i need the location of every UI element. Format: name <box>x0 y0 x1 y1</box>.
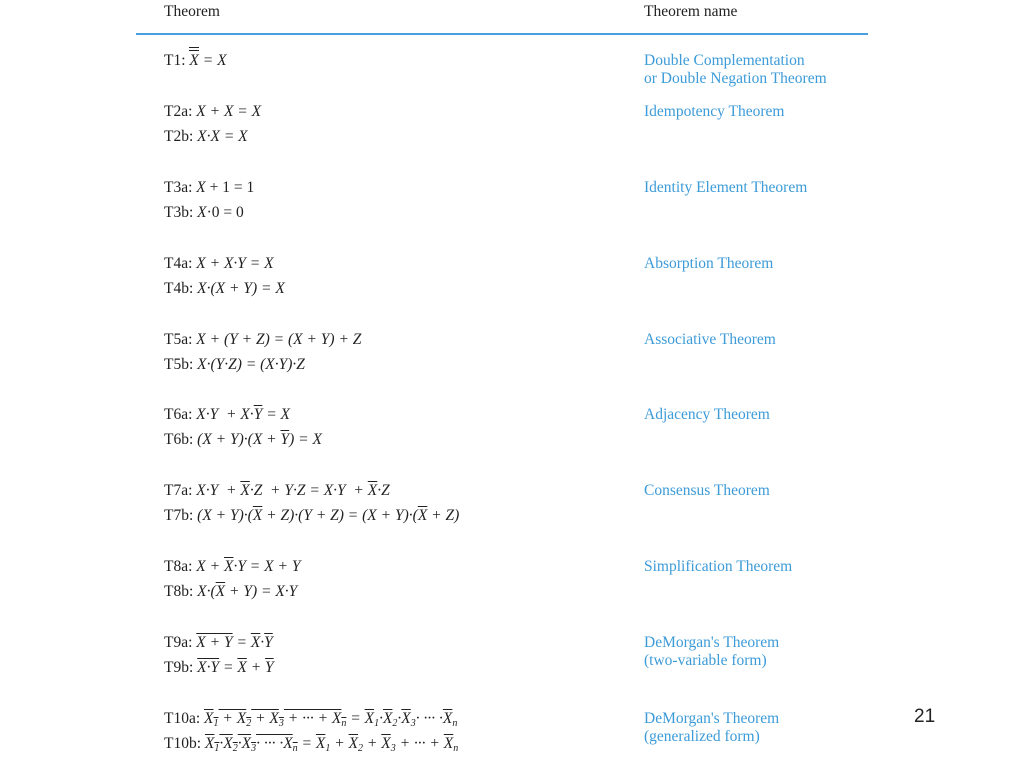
theorem-label: T2b: <box>164 128 194 145</box>
theorem-t2a-expression <box>164 103 261 121</box>
theorem-label: T6a: <box>164 406 193 423</box>
theorem-t8b-expression <box>164 583 297 601</box>
theorem-t7b-expression <box>164 507 459 525</box>
theorem-label: T9b: <box>164 659 194 676</box>
theorem-label: T10b: <box>164 735 202 752</box>
theorem-label: T6b: <box>164 431 194 448</box>
theorem-name-line: DeMorgan's Theorem <box>644 634 780 651</box>
theorem-formula: $X + Y = \overline{X}\cdot\overline{Y}$ <box>196 634 273 651</box>
theorem-formula: $X + \overline{X}\cdot Y = X + Y$ <box>196 558 301 575</box>
theorem-formula: X <box>196 179 206 196</box>
theorem-label: T5b: <box>164 356 194 373</box>
theorem-formula: X + X·Y = X <box>196 255 274 272</box>
theorem-label: T3a: <box>164 179 193 196</box>
theorem-label: T4a: <box>164 255 193 272</box>
theorem-name-line: (two-variable form) <box>644 652 767 669</box>
theorem-label: T9a: <box>164 634 193 651</box>
theorem-t10b-expression <box>164 735 458 758</box>
theorem-t6b-expression <box>164 431 322 449</box>
theorem-formula: X + (Y + Z) = (X + Y) + Z <box>196 331 362 348</box>
column-header-theorem: Theorem <box>164 3 220 20</box>
theorem-label: T10a: <box>164 710 201 727</box>
theorem-t8-name: Simplification Theorem <box>644 558 793 575</box>
theorem-label: T7b: <box>164 507 194 524</box>
theorem-formula: $(X + Y)\cdot(X + \overline{Y}) = X$ <box>197 431 322 448</box>
theorem-t9a-expression <box>164 634 273 652</box>
theorem-t10-name <box>644 710 779 746</box>
theorem-formula: $(X + Y)\cdot(\overline{X} + Z)\cdot(Y + Z) = (X + Y)\cdot(\overline{X} + Z)$ <box>197 507 460 524</box>
theorem-label: T7a: <box>164 482 193 499</box>
theorem-label: T8b: <box>164 583 194 600</box>
theorem-t10a-expression <box>164 710 457 733</box>
theorem-t1-name <box>644 52 827 88</box>
theorem-t5a-expression <box>164 331 361 349</box>
theorem-t4a-expression <box>164 255 274 273</box>
theorem-label: T4b: <box>164 280 194 297</box>
theorem-formula: $X\cdot Y + \overline{X}\cdot Z + Y\cdot Z = X\cdot Y + \overline{X}\cdot Z$ <box>196 482 390 499</box>
theorem-t5-name: Associative Theorem <box>644 331 776 348</box>
theorem-name-line: DeMorgan's Theorem <box>644 710 780 727</box>
theorem-name-line: or Double Negation Theorem <box>644 70 827 87</box>
theorem-label: T8a: <box>164 558 193 575</box>
theorem-t3-name: Identity Element Theorem <box>644 179 808 196</box>
theorem-formula: $X\cdot(\overline{X} + Y) = X\cdot Y$ <box>197 583 298 600</box>
theorem-t7-name: Consensus Theorem <box>644 482 770 499</box>
theorem-t9b-expression <box>164 659 274 677</box>
theorem-label: T3b: <box>164 204 194 221</box>
theorem-formula: $X_1\cdot X_2\cdot X_3\cdot$ ··· $\cdot X_n = \overline{X}_1 + \overline{X}_2 + \overline{X}_3$ + ··· + $\overline{X}_n$ <box>204 735 459 754</box>
theorem-formula: X + X = X <box>196 103 262 120</box>
theorem-t2b-expression <box>164 128 248 146</box>
theorem-t5b-expression <box>164 356 305 374</box>
theorem-t4b-expression <box>164 280 285 298</box>
theorem-t6a-expression <box>164 406 290 424</box>
theorem-t4-name: Absorption Theorem <box>644 255 774 272</box>
theorem-t1-expression <box>164 52 227 70</box>
theorem-name-line: Double Complementation <box>644 52 805 69</box>
theorem-formula: X·(X + Y) = X <box>197 280 285 297</box>
theorem-formula: X·X = X <box>197 128 248 145</box>
theorem-t9-name <box>644 634 779 670</box>
theorem-t3a-expression: T3a: X + 1 = 1 <box>164 179 255 196</box>
theorem-formula: $X\cdot Y + X\cdot\overline{Y} = X$ <box>196 406 290 423</box>
theorem-t2-name: Idempotency Theorem <box>644 103 785 120</box>
theorem-t6-name: Adjacency Theorem <box>644 406 770 423</box>
theorem-formula: $X_1 + X_2 + X_3$ + ··· + $X_n = \overline{X}_1\cdot\overline{X}_2\cdot\overline{X}_3\cdot$ ··· $\cdot\overline{X}_n$ <box>204 710 458 729</box>
theorem-formula: $X\cdot Y = \overline{X} + \overline{Y}$ <box>197 659 274 676</box>
column-header-theorem-name: Theorem name <box>644 3 738 20</box>
theorem-formula: X <box>197 204 207 221</box>
theorem-label: T1: <box>164 52 186 69</box>
theorem-name-line: (generalized form) <box>644 728 760 745</box>
theorem-t8a-expression <box>164 558 300 576</box>
page-number: 21 <box>914 706 936 727</box>
theorem-formula: X·(Y·Z) = (X·Y)·Z <box>197 356 305 373</box>
theorem-formula: X = X <box>189 52 227 69</box>
theorem-label: T5a: <box>164 331 193 348</box>
theorem-label: T2a: <box>164 103 193 120</box>
header-divider <box>136 33 868 35</box>
theorem-t3b-expression: T3b: X·0 = 0 <box>164 204 244 221</box>
theorem-t7a-expression <box>164 482 390 500</box>
